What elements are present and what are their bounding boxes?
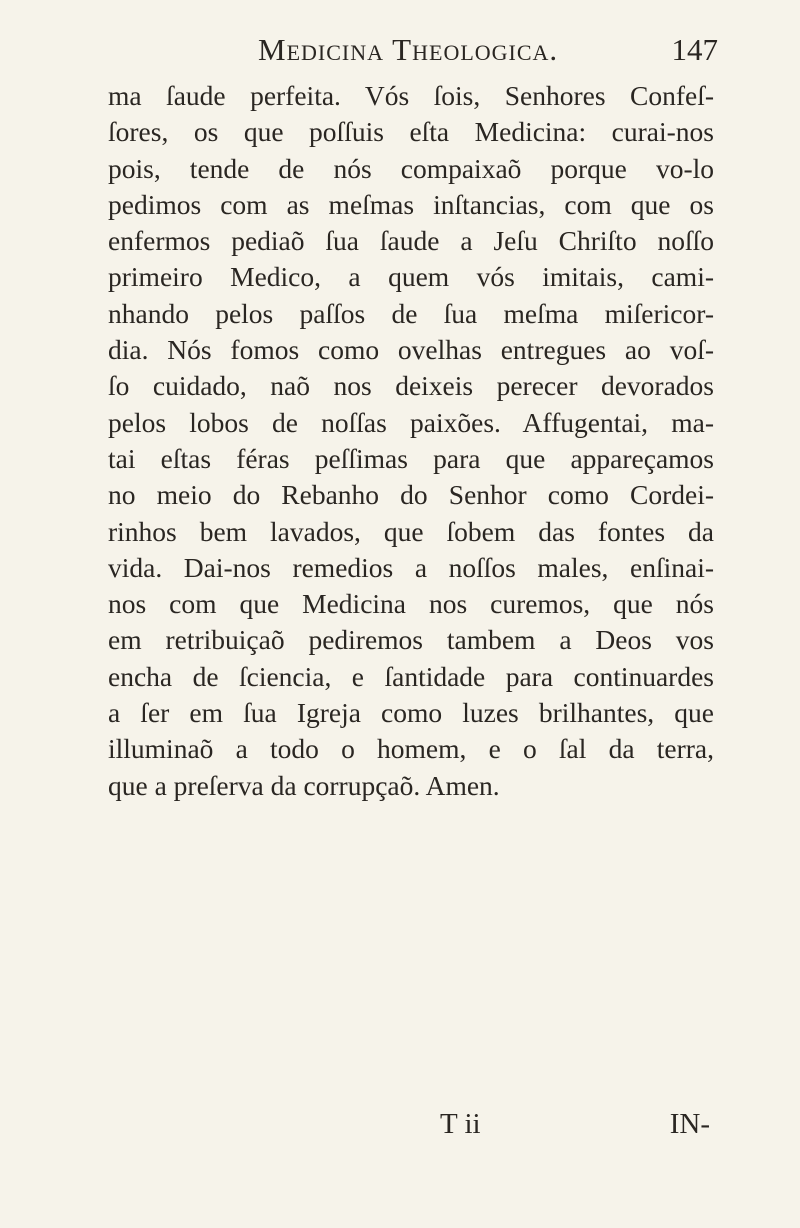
text-line: a ſer em ſua Igreja como luzes brilhantes, que: [108, 697, 714, 729]
text-line: vida. Dai-nos remedios a noſſos males, enſinai-: [108, 551, 714, 583]
text-line: primeiro Medico, a quem vós imitais, cami-: [108, 261, 714, 293]
page-header: [258, 32, 718, 76]
text-line: nos com que Medicina nos curemos, que nós: [108, 588, 714, 620]
text-line: illuminaõ a todo o homem, e o ſal da terra,: [108, 733, 714, 765]
text-line: pedimos com as meſmas inſtancias, com que os: [108, 188, 714, 220]
text-line: enfermos pediaõ ſua ſaude a Jeſu Chriſto noſſo: [108, 225, 714, 257]
running-title: Medicina Theologica.: [258, 32, 559, 67]
text-line: em retribuiçaõ pediremos tambem a Deos vos: [108, 624, 714, 656]
body-text: [108, 78, 714, 804]
text-line-last: que a preſerva da corrupçaõ. Amen.: [108, 769, 500, 801]
text-line: rinhos bem lavados, que ſobem das fontes da: [108, 515, 714, 547]
text-line: ſo cuidado, naõ nos deixeis perecer devorados: [108, 370, 714, 402]
text-line: tai eſtas féras peſſimas para que appareçamos: [108, 442, 714, 474]
page-number: 147: [671, 32, 718, 67]
text-line: ma ſaude perfeita. Vós ſois, Senhores Confeſ-: [108, 80, 714, 111]
text-line: pelos lobos de noſſas paixões. Affugentai, ma-: [108, 406, 714, 438]
page-footer: [440, 1108, 710, 1148]
signature-mark: T ii: [440, 1108, 481, 1140]
text-line: encha de ſciencia, e ſantidade para continuardes: [108, 660, 714, 692]
text-line: no meio do Rebanho do Senhor como Cordei-: [108, 479, 714, 511]
text-line: pois, tende de nós compaixaõ porque vo-lo: [108, 152, 714, 184]
text-line: nhando pelos paſſos de ſua meſma miſericor-: [108, 297, 714, 329]
text-line: dia. Nós fomos como ovelhas entregues ao voſ-: [108, 334, 714, 366]
text-line: ſores, os que poſſuis eſta Medicina: curai-nos: [108, 116, 714, 148]
catchword: IN-: [669, 1108, 710, 1140]
